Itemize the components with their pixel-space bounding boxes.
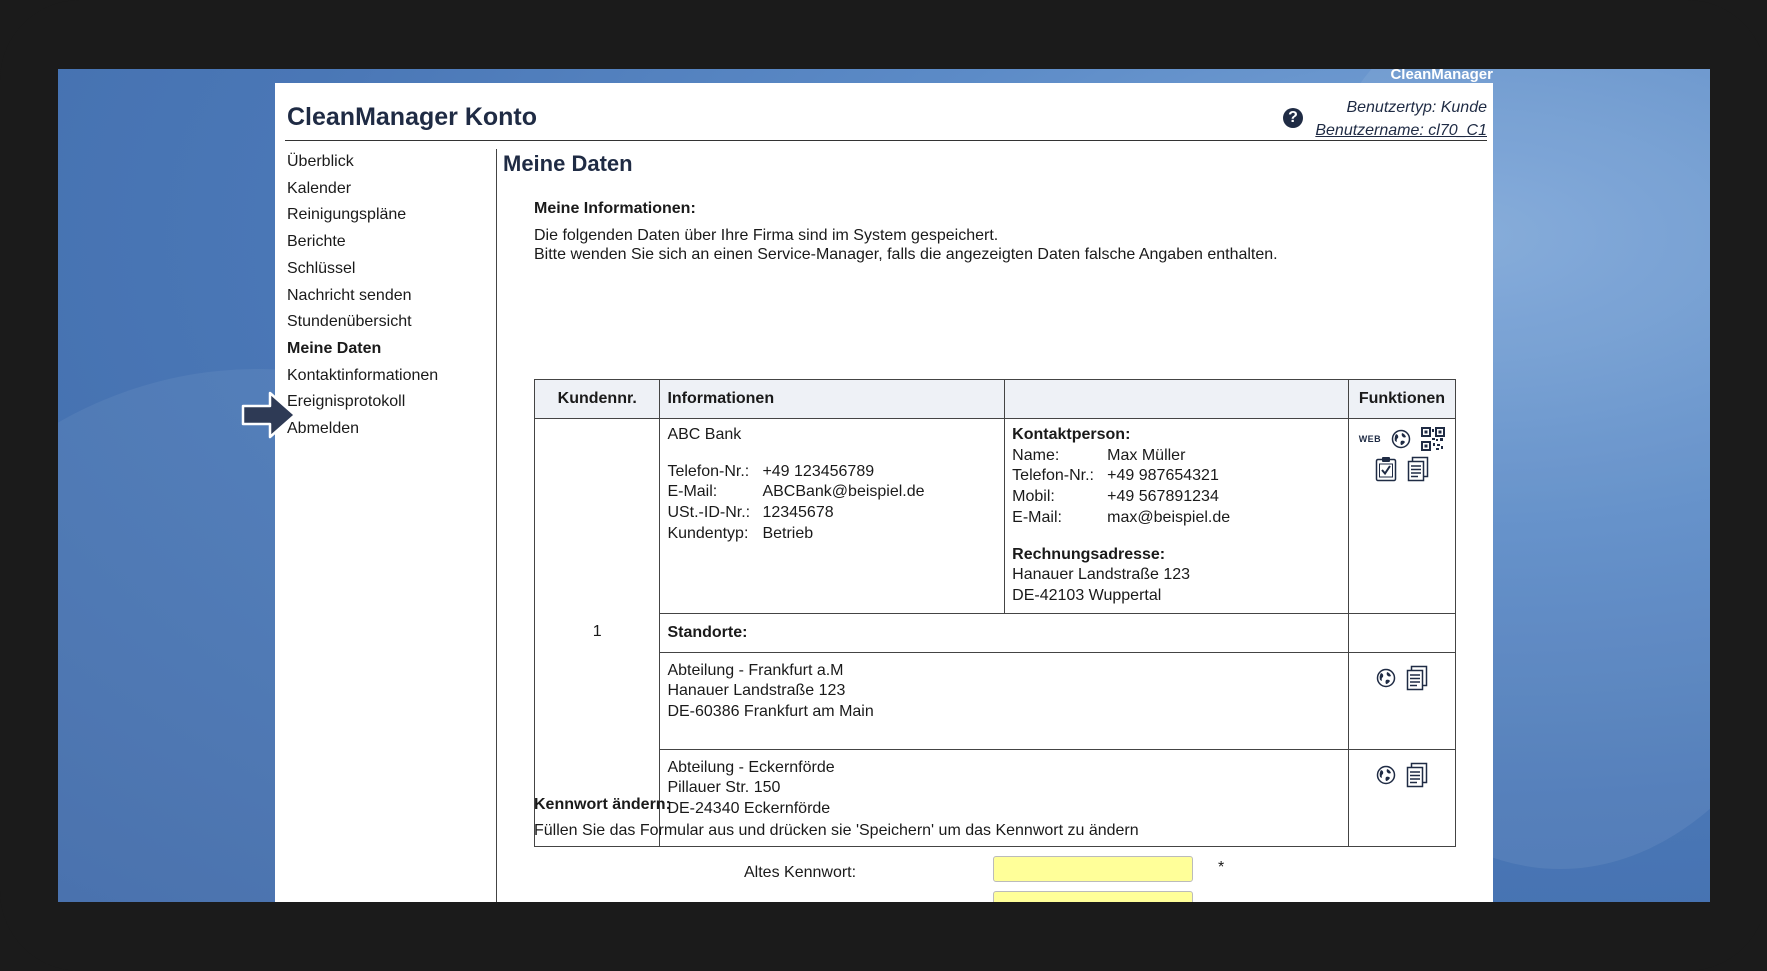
company-info-cell [660,419,1005,614]
location-line1: Abteilung - Frankfurt a.M [667,661,844,679]
table-row [535,419,1456,614]
password-description: Füllen Sie das Formular aus und drücken sie 'Speichern' um das Kennwort zu ändern [534,822,1139,839]
desktop-screen [58,69,1710,902]
required-marker: * [1218,859,1225,876]
billing-line2: DE-42103 Wuppertal [1012,586,1162,604]
page-title: Meine Daten [503,151,633,176]
location-line3: DE-24340 Eckernförde [667,800,831,818]
document-icon[interactable] [1406,665,1428,691]
col-header-informationen: Informationen [660,380,1005,419]
col-header-kundennr: Kundennr. [535,380,660,419]
help-icon[interactable]: ? [1283,108,1303,128]
contact-mobile-row: Mobil: +49 567891234 [1012,488,1219,506]
sidebar-item-schluessel[interactable]: Schlüssel [287,259,356,277]
col-header-empty [1005,380,1349,419]
sidebar-item-nachricht-senden[interactable]: Nachricht senden [287,286,412,304]
info-section-title: Meine Informationen: [534,200,696,217]
standorte-func-empty [1348,613,1455,652]
location-line2: Hanauer Landstraße 123 [667,682,846,700]
clipboard-check-icon[interactable] [1375,456,1397,482]
old-password-label: Altes Kennwort: [744,864,857,881]
customer-data-table [534,379,1456,847]
brand-label: CleanManager [1390,69,1493,83]
sidebar-item-stundenuebersicht[interactable]: Stundenübersicht [287,313,412,331]
qr-code-icon[interactable] [1421,427,1445,451]
contact-info-cell [1005,419,1349,614]
kundennr-cell: 1 [535,419,660,847]
table-row [535,652,1456,749]
standorte-header-row [535,613,1456,652]
password-section-title: Kennwort ändern: [534,796,671,813]
arrow-right-icon [240,389,298,441]
sidebar-item-kalender[interactable]: Kalender [287,179,352,197]
sidebar-item-ueberblick[interactable]: Überblick [287,153,354,170]
sidebar-item-berichte[interactable]: Berichte [287,233,346,251]
sidebar-item-ereignisprotokoll[interactable]: Ereignisprotokoll [287,393,406,411]
company-type-row: Kundentyp: Betrieb [667,524,814,542]
globe-icon[interactable] [1376,668,1396,688]
new-password-input[interactable] [993,891,1193,902]
app-title: CleanManager Konto [287,103,538,131]
contact-name-row: Name: Max Müller [1012,446,1186,464]
info-text-line1: Die folgenden Daten über Ihre Firma sind im System gespeichert. [534,227,999,244]
globe-icon[interactable] [1376,765,1396,785]
user-name: Benutzername: cl70_C1 [1315,122,1487,139]
location-line2: Pillauer Str. 150 [667,779,781,797]
document-icon[interactable] [1407,456,1429,482]
app-window [275,83,1493,902]
old-password-input[interactable] [993,856,1193,882]
company-email-row: E-Mail: ABCBank@beispiel.de [667,483,925,501]
document-icon[interactable] [1406,762,1428,788]
company-phone-row: Telefon-Nr.: +49 123456789 [667,462,875,480]
location-cell [660,652,1348,749]
sidebar-nav [287,149,497,443]
company-name: ABC Bank [667,426,742,443]
info-text-line2: Bitte wenden Sie sich an einen Service-Manager, falls die angezeigten Daten falsche Angaben enthalten. [534,246,1278,263]
location-line3: DE-60386 Frankfurt am Main [667,703,874,721]
contact-title: Kontaktperson: [1012,426,1131,443]
main-content [503,149,1483,881]
functions-cell [1348,419,1455,614]
sidebar-item-meine-daten[interactable]: Meine Daten [287,339,382,357]
standorte-title: Standorte: [660,613,1348,652]
col-header-funktionen: Funktionen [1348,380,1455,419]
header-divider [285,140,1487,141]
contact-phone-row: Telefon-Nr.: +49 987654321 [1012,467,1219,485]
web-icon[interactable]: WEB [1358,434,1382,444]
billing-line1: Hanauer Landstraße 123 [1012,566,1191,584]
company-vat-row: USt.-ID-Nr.: 12345678 [667,504,834,522]
table-header-row [535,380,1456,419]
user-info [1315,96,1487,142]
contact-email-row: E-Mail: max@beispiel.de [1012,508,1231,526]
sidebar-item-kontaktinformationen[interactable]: Kontaktinformationen [287,366,439,384]
sidebar-item-reinigungsplaene[interactable]: Reinigungspläne [287,206,407,224]
billing-title: Rechnungsadresse: [1012,545,1166,563]
sidebar-item-abmelden[interactable]: Abmelden [287,420,360,438]
user-type: Benutzertyp: Kunde [1346,99,1487,116]
location-line1: Abteilung - Eckernförde [667,758,835,776]
location-functions-cell [1348,749,1455,846]
location-functions-cell [1348,652,1455,749]
content-divider [496,149,497,902]
globe-icon[interactable] [1391,429,1411,449]
